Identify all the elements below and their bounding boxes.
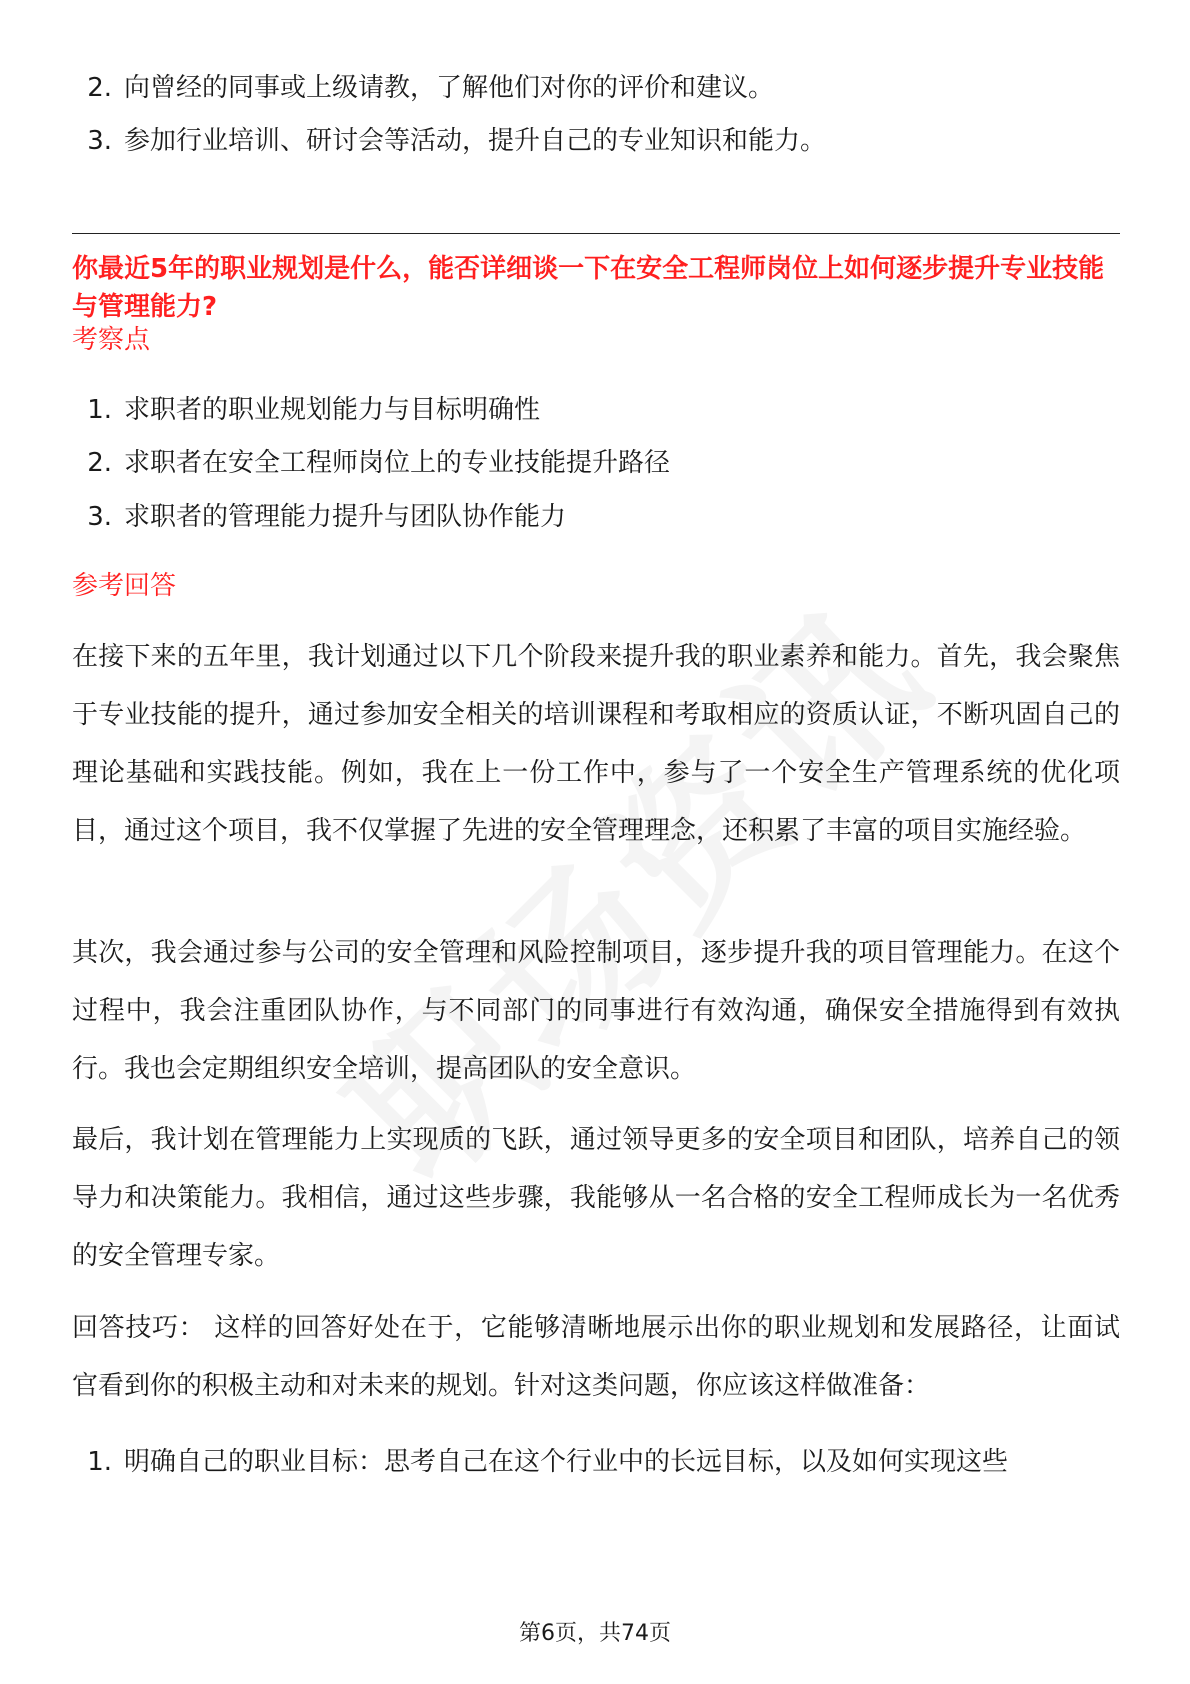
list-item bbox=[72, 390, 540, 430]
list-item bbox=[72, 497, 566, 537]
list-text: 参加行业培训、研讨会等活动，提升自己的专业知识和能力。 bbox=[124, 126, 827, 156]
answer-paragraph: 最后，我计划在管理能力上实现质的飞跃，通过领导更多的安全项目和团队，培养自己的领导力和决策能力。我相信，通过这些步骤，我能够从一名合格的安全工程师成长为一名优秀的安全管理专家。 bbox=[72, 1125, 1120, 1271]
list-text: 向曾经的同事或上级请教，了解他们对你的评价和建议。 bbox=[124, 73, 775, 103]
list-number: 2. bbox=[87, 448, 112, 478]
list-number: 2. bbox=[87, 73, 112, 103]
list-number: 3. bbox=[87, 502, 112, 532]
list-text: 求职者在安全工程师岗位上的专业技能提升路径 bbox=[124, 448, 671, 478]
answer-label: 参考回答 bbox=[72, 571, 177, 601]
list-item bbox=[72, 121, 826, 161]
list-item bbox=[72, 443, 670, 483]
answer-paragraph: 其次，我会通过参与公司的安全管理和风险控制项目，逐步提升我的项目管理能力。在这个过程中，我会注重团队协作，与不同部门的同事进行有效沟通，确保安全措施得到有效执行。我也会定期组织安全培训，提高团队的安全意识。 bbox=[72, 938, 1120, 1084]
list-text: 求职者的职业规划能力与目标明确性 bbox=[124, 395, 541, 425]
list-number: 1. bbox=[87, 1447, 112, 1477]
answer-tips-paragraph: 回答技巧： 这样的回答好处在于，它能够清晰地展示出你的职业规划和发展路径，让面试官看到你的积极主动和对未来的规划。针对这类问题，你应该这样做准备： bbox=[72, 1313, 1120, 1401]
answer-paragraph: 在接下来的五年里，我计划通过以下几个阶段来提升我的职业素养和能力。首先，我会聚焦于专业技能的提升，通过参加安全相关的培训课程和考取相应的资质认证，不断巩固自己的理论基础和实践技能。例如，我在上一份工作中，参与了一个安全生产管理系统的优化项目，通过这个项目，我不仅掌握了先进的安全管理理念，还积累了丰富的项目实施经验。 bbox=[72, 642, 1120, 846]
question-heading: 你最近5年的职业规划是什么，能否详细谈一下在安全工程师岗位上如何逐步提升专业技能与管理能力? bbox=[72, 254, 1105, 322]
focus-label: 考察点 bbox=[72, 325, 151, 355]
section-divider bbox=[72, 233, 1120, 234]
page-footer: 第6页，共74页 bbox=[519, 1621, 671, 1646]
list-item bbox=[72, 1442, 1008, 1482]
list-item bbox=[72, 68, 774, 108]
list-text: 明确自己的职业目标：思考自己在这个行业中的长远目标，以及如何实现这些 bbox=[124, 1447, 1009, 1477]
list-text: 求职者的管理能力提升与团队协作能力 bbox=[124, 502, 567, 532]
list-number: 3. bbox=[87, 126, 112, 156]
list-number: 1. bbox=[87, 395, 112, 425]
